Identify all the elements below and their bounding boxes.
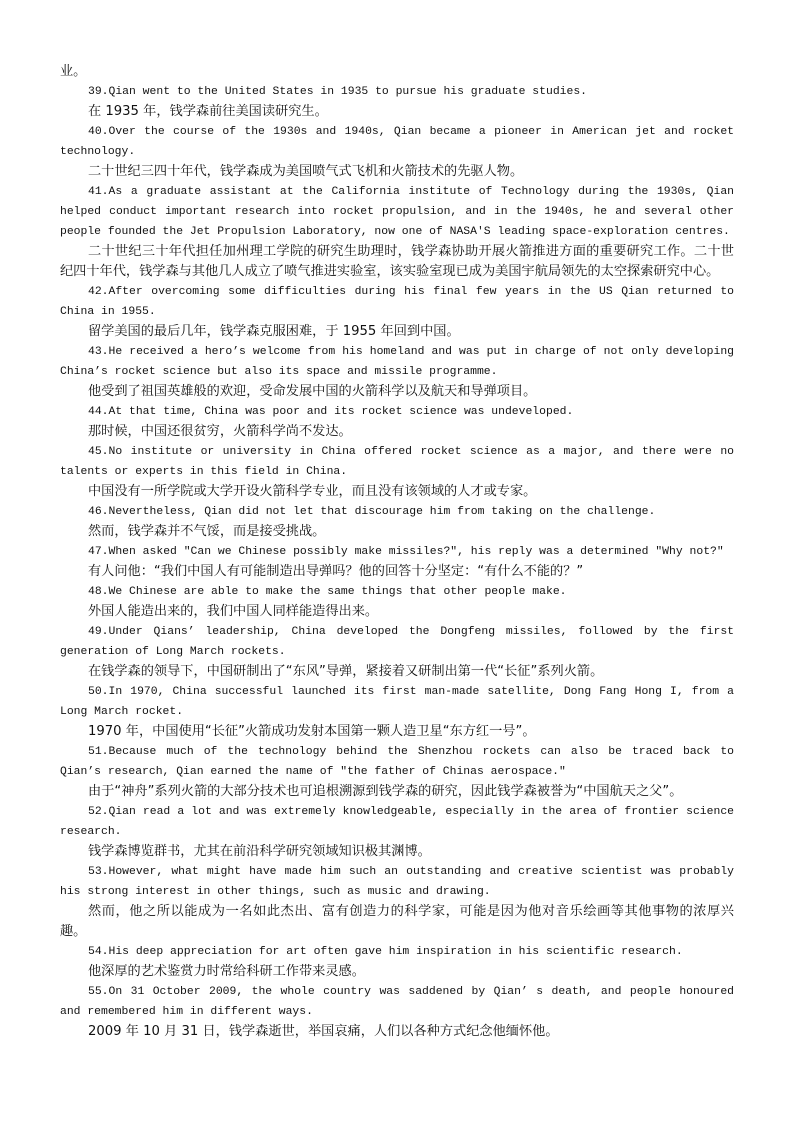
paragraph-line: 52.Qian read a lot and was extremely knowledgeable, especially in the area of frontier science research. [60,806,734,838]
paragraph-line: 由于“神舟”系列火箭的大部分技术也可追根溯源到钱学森的研究，因此钱学森被誉为“中国航天之父”。 [88,784,683,799]
paragraph-line: 然而，他之所以能成为一名如此杰出、富有创造力的科学家，可能是因为他对音乐绘画等其他事物的浓厚兴趣。 [60,904,734,939]
paragraph-line: 钱学森博览群书，尤其在前沿科学研究领域知识极其渊博。 [88,844,431,859]
paragraph-line: 44.At that time, China was poor and its rocket science was undeveloped. [88,406,574,418]
paragraph-line: 47.When asked "Can we Chinese possibly make missiles?", his reply was a determined "Why not?" [88,546,724,558]
paragraph-line: 留学美国的最后几年，钱学森克服困难，于 1955 年回到中国。 [88,324,460,339]
paragraph-line: 外国人能造出来的，我们中国人同样能造得出来。 [88,604,379,619]
paragraph-line: 他受到了祖国英雄般的欢迎，受命发展中国的火箭科学以及航天和导弹项目。 [88,384,537,399]
paragraph-line: 51.Because much of the technology behind the Shenzhou rockets can also be traced back to Qian’s research, Qian earned the name of "the father of Chinas aerospace." [60,746,734,778]
paragraph-line: 业。 [60,64,87,79]
paragraph-line: 53.However, what might have made him such an outstanding and creative scientist was probably his strong interest in other things, such as music and drawing. [60,866,734,898]
paragraph-line: 中国没有一所学院或大学开设火箭科学专业，而且没有该领域的人才或专家。 [88,484,537,499]
paragraph-line: 他深厚的艺术鉴赏力时常给科研工作带来灵感。 [88,964,365,979]
paragraph-line: 有人问他：“我们中国人有可能制造出导弹吗？他的回答十分坚定：“有什么不能的？” [88,564,584,579]
paragraph-line: 在钱学森的领导下，中国研制出了“东风”导弹，紧接着又研制出第一代“长征”系列火箭。 [88,664,604,679]
paragraph-line: 49.Under Qians’ leadership, China developed the Dongfeng missiles, followed by the first generation of Long March rockets. [60,626,734,658]
paragraph-line: 二十世纪三四十年代，钱学森成为美国喷气式飞机和火箭技术的先驱人物。 [88,164,524,179]
paragraph-line: 42.After overcoming some difficulties during his final few years in the US Qian returned to China in 1955. [60,286,734,318]
paragraph-line: 41.As a graduate assistant at the California institute of Technology during the 1930s, Qian helped conduct important research into rocket propulsion, and in the 1940s, he and several other people founded the Jet Propulsion Laboratory, now one of NASA'S leading space-exploration centres. [60,186,734,238]
paragraph-line: 在 1935 年，钱学森前往美国读研究生。 [88,104,328,119]
paragraph-line: 1970 年，中国使用“长征”火箭成功发射本国第一颗人造卫星“东方红一号”。 [88,724,536,739]
paragraph-line: 那时候，中国还很贫穷，火箭科学尚不发达。 [88,424,352,439]
paragraph-line: 54.His deep appreciation for art often gave him inspiration in his scientific research. [88,946,683,958]
paragraph-line: 2009 年 10 月 31 日，钱学森逝世，举国哀痛，人们以各种方式纪念他缅怀他。 [88,1024,559,1039]
document-body [60,62,734,1042]
paragraph-line: 50.In 1970, China successful launched its first man-made satellite, Dong Fang Hong I, from a Long March rocket. [60,686,734,718]
paragraph-line: 55.On 31 October 2009, the whole country was saddened by Qian’ s death, and people honoured and remembered him in different ways. [60,986,734,1018]
paragraph-line: 46.Nevertheless, Qian did not let that discourage him from taking on the challenge. [88,506,656,518]
paragraph-line: 39.Qian went to the United States in 1935 to pursue his graduate studies. [88,86,587,98]
paragraph-line: 40.Over the course of the 1930s and 1940s, Qian became a pioneer in American jet and rocket technology. [60,126,734,158]
paragraph-line: 45.No institute or university in China offered rocket science as a major, and there were no talents or experts in this field in China. [60,446,734,478]
paragraph-line: 二十世纪三十年代担任加州理工学院的研究生助理时，钱学森协助开展火箭推进方面的重要研究工作。二十世纪四十年代，钱学森与其他几人成立了喷气推进实验室，该实验室现已成为美国宇航局领先的太空探索研究中心。 [60,244,734,279]
paragraph-line: 43.He received a hero’s welcome from his homeland and was put in charge of not only developing China’s rocket science but also its space and missile programme. [60,346,734,378]
paragraph-line: 48.We Chinese are able to make the same things that other people make. [88,586,567,598]
paragraph-line: 然而，钱学森并不气馁，而是接受挑战。 [88,524,326,539]
